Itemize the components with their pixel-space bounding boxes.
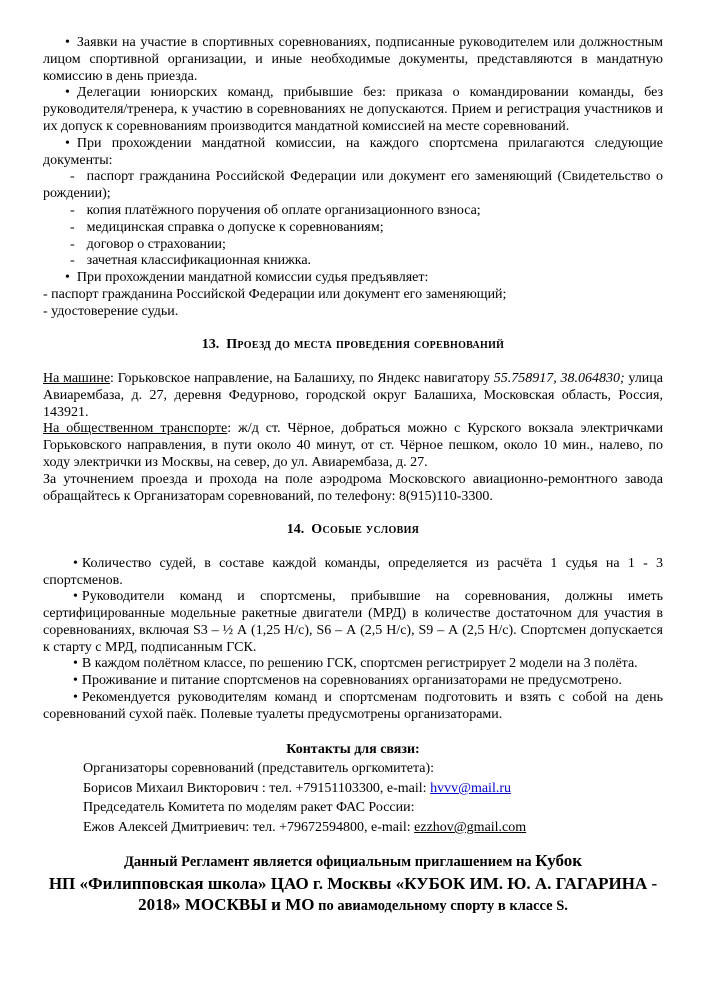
bullet-icon: • — [73, 555, 78, 571]
invitation-statement — [43, 850, 663, 917]
paragraph-text: В каждом полётном классе, по решению ГСК, спортсмен регистрирует 2 модели на 3 полёта. — [81, 656, 638, 672]
paragraph-dry-rations — [43, 690, 663, 724]
invitation-text: по авиамодельному спорту в классе S. — [314, 898, 568, 915]
paragraph-engines-requirement — [43, 589, 663, 656]
paragraph-lodging — [43, 673, 663, 690]
paragraph-text: Проживание и питание спортсменов на соревнованиях организаторами не предусмотрено. — [81, 673, 622, 689]
list-item-payment-copy — [43, 203, 663, 220]
paragraph-by-car — [43, 371, 663, 421]
list-item-text: копия платёжного поручения об оплате организационного взноса; — [86, 202, 481, 218]
section-number: 14. — [286, 522, 305, 538]
paragraph-text: Делегации юниорских команд, прибывшие без: приказа о командировании команды, без руководителя/тренера, к участию в соревнованиях не допускаются. Прием и регистрация участников и их допуск к соревнованиям производится мандатной комиссией на месте соревнований. — [43, 85, 663, 134]
list-item-text: паспорт гражданина Российской Федерации или документ его заменяющий (Свидетельство о рождении); — [43, 169, 663, 202]
committee-email-link[interactable]: ezzhov@gmail.com — [414, 819, 527, 835]
cup-name-part: 2018» МОСКВЫ и МО — [138, 895, 315, 915]
by-transit-text: : ж/д ст. Чёрное, добраться можно с Курского вокзала электричками Горьковского направления, в пути около 40 минут, от ст. Чёрное пешком, около 10 мин., налево, по ходу электрички из Москвы, на север, до ул. Авиарембаза, д. 27. — [43, 421, 664, 470]
list-item-text: - паспорт гражданина Российской Федерации или документ его заменяющий; — [43, 286, 507, 302]
dash-icon: - — [70, 219, 75, 235]
dash-icon: - — [70, 253, 75, 269]
bullet-icon: • — [65, 270, 70, 286]
section-13-heading — [43, 337, 663, 354]
invitation-text: Данный Регламент является официальным приглашением на — [123, 854, 536, 871]
cup-name-part: Кубок — [535, 851, 583, 871]
paragraph-judge-documents-intro — [43, 270, 663, 287]
paragraph-text: При прохождении мандатной комиссии, на каждого спортсмена прилагаются следующие документы: — [43, 135, 663, 168]
contact-organizer-line — [43, 779, 663, 799]
contact-committee-line — [43, 818, 663, 838]
paragraph-athlete-documents-intro — [43, 136, 663, 170]
bullet-icon: • — [65, 85, 70, 101]
list-item-text: - удостоверение судьи. — [43, 303, 179, 319]
bullet-icon: • — [73, 690, 78, 706]
contact-committee-label: Председатель Комитета по моделям ракет ФАС России: — [83, 800, 415, 816]
contact-organizers-label: Организаторы соревнований (представитель оргкомитета): — [83, 761, 435, 777]
dash-icon: - — [70, 169, 75, 185]
by-car-label: На машине — [43, 370, 111, 386]
bullet-icon: • — [73, 589, 78, 605]
paragraph-judges-count — [43, 556, 663, 590]
paragraph-text: Рекомендуется руководителям команд и спортсменам подготовить и взять с собой на день соревнований сухой паёк. Полевые туалеты предусмотрены организаторами. — [43, 690, 663, 722]
list-item-text: медицинская справка о допуске к соревнованиям; — [86, 219, 384, 235]
paragraph-applications — [43, 35, 663, 85]
section-number: 13. — [201, 337, 220, 353]
paragraph-clarification — [43, 472, 663, 506]
list-item-medical — [43, 220, 663, 237]
section-14-heading — [43, 522, 663, 539]
by-car-address: улица Авиарембаза, д. 27, деревня Федурново, городской округ Балашиха, Московская область, Россия, 143921. — [43, 370, 664, 420]
paragraph-text: При прохождении мандатной комиссии судья предъявляет: — [76, 270, 429, 286]
list-item-text: зачетная классификационная книжка. — [86, 253, 312, 269]
paragraph-text: За уточнением проезда и прохода на поле аэродрома Московского авиационно-ремонтного завода обращайтесь к Организаторам соревнований, по телефону: 8(915)110-3300. — [43, 471, 663, 504]
by-car-coordinates: 55.758917, 38.064830; — [493, 370, 625, 386]
section-title: Особые условия — [311, 522, 420, 538]
dash-icon: - — [70, 236, 75, 252]
dash-icon: - — [70, 202, 75, 218]
by-car-text: : Горьковское направление, на Балашиху, по Яндекс навигатору — [110, 370, 494, 386]
list-item-passport — [43, 169, 663, 203]
bullet-icon: • — [65, 135, 70, 151]
paragraph-models-registration — [43, 656, 663, 673]
list-item-text: договор о страховании; — [86, 236, 226, 252]
section-title: Проезд до места проведения соревнований — [226, 337, 505, 353]
by-transit-label: На общественном транспорте — [43, 421, 228, 437]
bullet-icon: • — [73, 656, 78, 672]
contacts-heading: Контакты для связи: — [286, 742, 420, 758]
paragraph-by-transit — [43, 421, 663, 471]
paragraph-text: Руководители команд и спортсмены, прибывшие на соревнования, должны иметь сертифицированные модельные ракетные двигатели (МРД) в количестве достаточном для участия в соревнованиях, включая S3 – ½ А (1,25 Н/с), S6 – А (2,5 Н/с), S9 – А (2,5 Н/с). Спортсмен допускается к старту с МРД, подписанным ГСК. — [43, 589, 663, 655]
invitation-line-2: НП «Филипповская школа» ЦАО г. Москвы «КУБОК ИМ. Ю. А. ГАГАРИНА - — [48, 874, 658, 894]
contact-organizer-info: Борисов Михаил Викторович : тел. +79151103300, e-mail: — [83, 780, 431, 796]
bullet-icon: • — [65, 35, 70, 50]
contact-committee-info: Ежов Алексей Дмитриевич: тел. +79672594800, e-mail: — [83, 819, 415, 835]
list-item-classification-book — [43, 253, 663, 270]
organizer-email-link[interactable]: hvvv@mail.ru — [430, 780, 511, 796]
bullet-icon: • — [73, 673, 78, 689]
list-item-judge-certificate — [43, 304, 663, 321]
paragraph-text: Количество судей, в составе каждой команды, определяется из расчёта 1 судья на 1 - 3 спортсменов. — [43, 555, 663, 588]
list-item-judge-passport — [43, 287, 663, 304]
list-item-insurance — [43, 237, 663, 254]
paragraph-junior-delegations — [43, 85, 663, 135]
paragraph-text: Заявки на участие в спортивных соревнованиях, подписанные руководителем или должностным лицом спортивной организации, и иные необходимые документы, представляются в мандатную комиссию в день приезда. — [43, 35, 663, 84]
invitation-line-3 — [43, 894, 663, 917]
invitation-line-1 — [43, 850, 663, 873]
